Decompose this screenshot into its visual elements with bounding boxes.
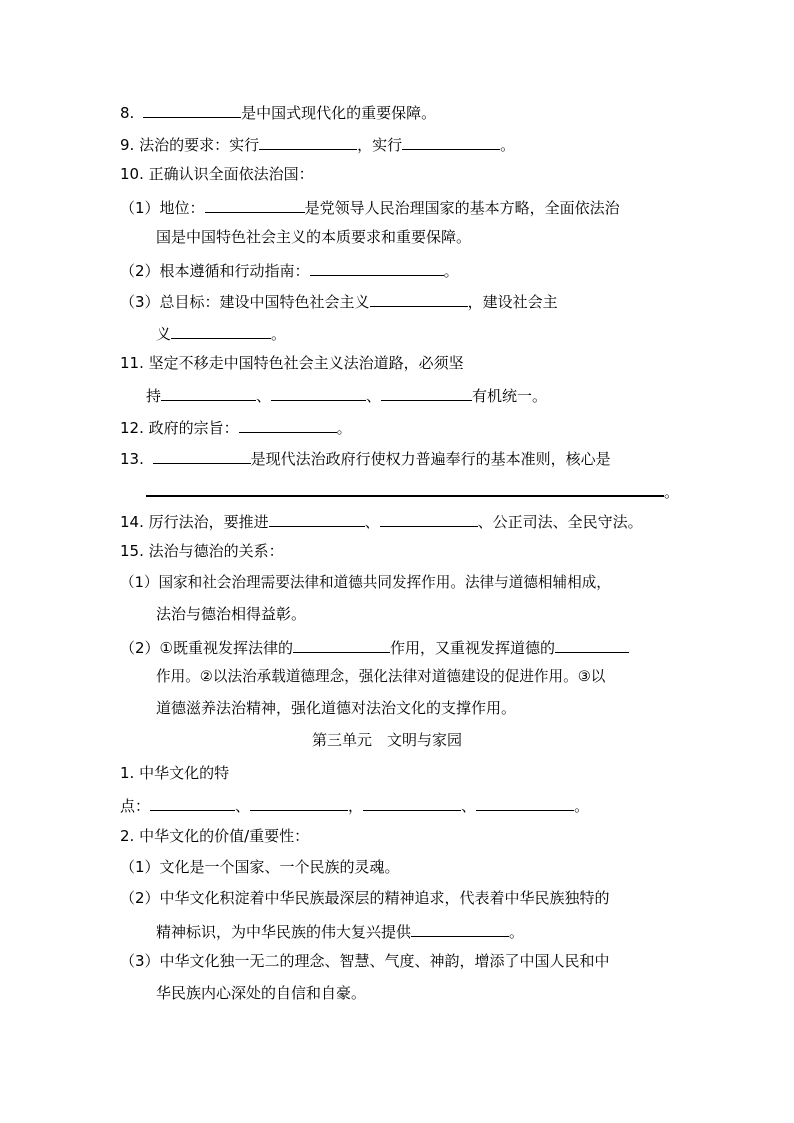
question-title: 正确认识全面依法治国： [148, 165, 314, 183]
question-number: 14. [120, 513, 144, 531]
answer-blank[interactable] [310, 259, 444, 276]
separator: 、 [461, 797, 477, 815]
unit3-question-2-sub-1 [120, 857, 400, 877]
sub-item-tag: （1） [120, 199, 160, 217]
question-text: 。 [336, 419, 352, 437]
answer-blank[interactable] [380, 510, 478, 527]
question-text: ，实行 [357, 136, 403, 154]
question-text: 是党领导人民治理国家的基本方略，全面依法治 [304, 199, 620, 217]
question-text: 总目标：建设中国特色社会主义 [159, 293, 370, 311]
answer-blank[interactable] [143, 101, 241, 118]
question-text: 法治与德治相得益彰。 [156, 605, 307, 623]
question-text: 国是中国特色社会主义的本质要求和重要保障。 [156, 228, 472, 246]
sub-item-tag: （2） [120, 262, 160, 280]
answer-blank[interactable] [363, 794, 461, 811]
question-text: 中华文化积淀着中华民族最深层的精神追求，代表着中华民族独特的 [159, 889, 610, 907]
separator: 、 [366, 387, 382, 405]
question-text: 作用。②以法治承载道德理念，强化法律对道德建设的促进作用。③以 [156, 668, 606, 685]
question-number: 2. [120, 827, 135, 845]
question-text: 点： [120, 797, 151, 815]
separator: 、 [256, 387, 272, 405]
question-title: 中华文化的价值/重要性： [139, 827, 310, 845]
question-text: 根本遵循和行动指南： [159, 262, 310, 280]
question-8 [120, 101, 436, 123]
question-11-cont [146, 384, 547, 406]
separator: ， [348, 797, 364, 815]
question-9 [120, 133, 515, 155]
unit3-question-2 [120, 826, 309, 846]
unit-heading [312, 730, 462, 750]
question-text: 作用，又重视发挥道德的 [390, 639, 556, 657]
answer-blank[interactable] [476, 794, 574, 811]
question-text: 道德滋养法治精神，强化道德对法治文化的支撑作用。 [156, 699, 517, 717]
question-text: ①既重视发挥法律的 [159, 639, 293, 657]
question-text: 政府的宗旨： [148, 419, 239, 437]
question-text: 。 [500, 136, 516, 154]
question-13-cont [146, 479, 679, 502]
question-10-sub-2 [120, 259, 459, 281]
question-title: 法治与德治的关系： [148, 542, 284, 560]
question-text: 是现代法治政府行使权力普遍奉行的基本准则，核心是 [250, 450, 611, 468]
question-text: 文化是一个国家、一个民族的灵魂。 [159, 858, 400, 876]
separator: 、 [364, 513, 380, 531]
question-text: 地位： [159, 199, 205, 217]
question-number: 15. [120, 542, 144, 560]
question-text: 。 [271, 325, 287, 343]
question-number: 8. [120, 104, 135, 122]
question-text: 华民族内心深处的自信和自豪。 [156, 984, 367, 1002]
question-10-sub-3 [120, 290, 558, 312]
question-12 [120, 416, 352, 438]
question-text: 。 [509, 923, 525, 941]
unit3-question-2-sub-3 [120, 951, 610, 971]
question-11 [120, 353, 464, 373]
question-text: 。 [574, 797, 590, 815]
answer-blank[interactable] [293, 636, 390, 653]
question-text: 法治的要求：实行 [139, 136, 260, 154]
answer-blank[interactable] [259, 133, 357, 150]
sub-item-tag: （2） [120, 889, 160, 907]
question-number: 13. [120, 450, 144, 468]
answer-blank[interactable] [250, 794, 348, 811]
question-10-sub-1 [120, 196, 620, 218]
answer-blank[interactable] [205, 196, 305, 213]
question-15-sub-2-cont-1 [156, 667, 605, 687]
sub-item-tag: （1） [120, 858, 160, 876]
question-15-sub-2 [120, 636, 629, 658]
answer-blank[interactable] [239, 416, 337, 433]
question-15 [120, 541, 284, 561]
question-10-sub-1-cont [156, 227, 471, 247]
unit3-question-1-cont [120, 794, 589, 816]
question-text: 。 [664, 483, 680, 501]
question-15-sub-1 [120, 573, 611, 593]
answer-blank[interactable] [146, 479, 664, 497]
unit3-question-1 [120, 763, 229, 783]
answer-blank[interactable] [555, 636, 629, 653]
unit-title: 第三单元 文明与家园 [312, 731, 463, 749]
answer-blank[interactable] [271, 384, 366, 401]
question-text: ，建设社会主 [467, 293, 558, 311]
question-text: 厉行法治，要推进 [148, 513, 269, 531]
unit3-question-2-sub-3-cont [156, 983, 366, 1003]
sub-item-tag: （2） [120, 639, 160, 657]
question-10 [120, 164, 314, 184]
question-text: 有机统一。 [472, 387, 548, 405]
question-number: 9. [120, 136, 135, 154]
question-number: 10. [120, 165, 144, 183]
question-number: 11. [120, 354, 144, 372]
sub-item-tag: （3） [120, 952, 160, 970]
separator: 、 [235, 797, 251, 815]
question-13 [120, 447, 611, 469]
question-number: 12. [120, 419, 144, 437]
question-text: 、公正司法、全民守法。 [477, 513, 643, 531]
answer-blank[interactable] [171, 322, 271, 339]
answer-blank[interactable] [381, 384, 472, 401]
question-text: 义 [156, 325, 172, 343]
unit3-question-2-sub-2 [120, 888, 610, 908]
question-text: 中华文化的特 [139, 764, 230, 782]
answer-blank[interactable] [402, 133, 500, 150]
sub-item-tag: （1） [120, 574, 159, 591]
answer-blank[interactable] [161, 384, 256, 401]
question-text: 中华文化独一无二的理念、智慧、气度、神韵，增添了中国人民和中 [159, 952, 610, 970]
question-text: 持 [146, 387, 162, 405]
question-15-sub-1-cont [156, 604, 306, 624]
question-text: 。 [443, 262, 459, 280]
unit3-question-2-sub-2-cont [156, 920, 524, 942]
question-text: 精神标识，为中华民族的伟大复兴提供 [156, 923, 412, 941]
question-15-sub-2-cont-2 [156, 698, 516, 718]
answer-blank[interactable] [411, 920, 509, 937]
sub-item-tag: （3） [120, 293, 160, 311]
question-text: 国家和社会治理需要法律和道德共同发挥作用。法律与道德相辅相成， [158, 574, 611, 591]
answer-blank[interactable] [153, 447, 251, 464]
answer-blank[interactable] [269, 510, 365, 527]
question-text: 坚定不移走中国特色社会主义法治道路，必须坚 [148, 354, 464, 372]
answer-blank[interactable] [370, 290, 468, 307]
question-text: 是中国式现代化的重要保障。 [241, 104, 437, 122]
question-14 [120, 510, 643, 532]
question-10-sub-3-cont [156, 322, 286, 344]
answer-blank[interactable] [150, 794, 235, 811]
question-number: 1. [120, 764, 135, 782]
